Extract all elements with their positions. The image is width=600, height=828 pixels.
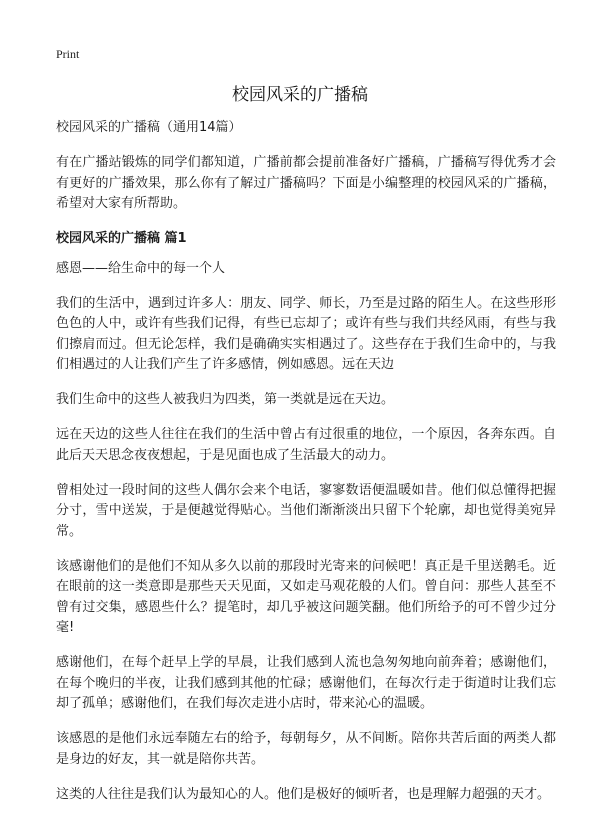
body-paragraph: 该感谢他们的是他们不知从多久以前的那段时光寄来的问候吧！真正是千里送鹅毛。近在眼前的这一类意即是那些天天见面，又如走马观花般的人们。曾自问：那些人甚至不曾有过交集，感恩些什么？提笔时，却几乎被这问题笑翻。他们所给予的可不曾少过分毫!: [56, 558, 556, 635]
body-paragraph: 这类的人往往是我们认为最知心的人。他们是极好的倾听者，也是理解力超强的天才。: [56, 786, 551, 802]
body-paragraph: 我们的生活中，遇到过许多人：朋友、同学、师长，乃至是过路的陌生人。在这些形形色色的人中，或许有些我们记得，有些已忘却了；或许有些与我们共经风雨，有些与我们擦肩而过。但无论怎样，我们是确确实实相遇过了。这些存在于我们生命中的，与我们相遇过的人让我们产生了许多感情，例如感恩。远在天边: [56, 295, 556, 372]
section-subtitle: 感恩——给生命中的每一个人: [56, 260, 226, 276]
article-subtitle: 校园风采的广播稿（通用14篇）: [56, 120, 242, 135]
article-body: [56, 118, 556, 820]
print-link[interactable]: Print: [56, 47, 80, 61]
body-paragraph: 我们生命中的这些人被我归为四类，第一类就是远在天边。: [56, 392, 395, 407]
section-heading: 校园风采的广播稿 篇1: [56, 231, 187, 246]
body-paragraph: 感谢他们，在每个赶早上学的早晨，让我们感到人流也急匆匆地向前奔着；感谢他们，在每个晚归的半夜，让我们感到其他的忙碌；感谢他们，在每次行走于街道时让我们忘却了孤单；感谢他们，在我们每次走进小店时，带来沁心的温暖。: [56, 655, 556, 711]
intro-paragraph: 有在广播站锻炼的同学们都知道，广播前都会提前准备好广播稿，广播稿写得优秀才会有更好的广播效果，那么你有了解过广播稿吗？下面是小编整理的校园风采的广播稿，希望对大家有所帮助。: [56, 155, 556, 211]
body-paragraph: 远在天边的这些人往往在我们的生活中曾占有过很重的地位，一个原因，各奔东西。自此后天天思念夜夜想起，于是见面也成了生活最大的动力。: [56, 427, 556, 463]
body-paragraph: 曾相处过一段时间的这些人偶尔会来个电话，寥寥数语便温暖如昔。他们似总懂得把握分寸，雪中送炭，于是便越觉得贴心。当他们渐渐淡出只留下个轮廓，却也觉得美宛异常。: [56, 482, 556, 539]
page-title: 校园风采的广播稿: [232, 85, 368, 105]
body-paragraph: 该感恩的是他们永远奉随左右的给予，每朝每夕，从不间断。陪你共苦后面的两类人都是身边的好友，其一就是陪你共苦。: [56, 731, 556, 767]
